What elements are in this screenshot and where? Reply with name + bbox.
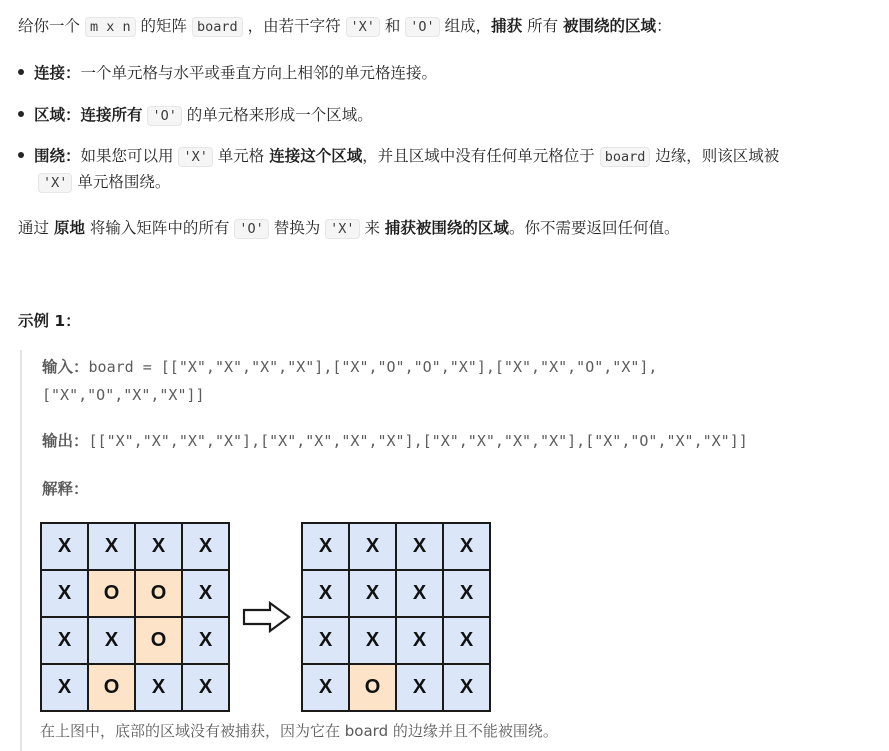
board-cell: X xyxy=(41,664,88,711)
input-value: board = [["X","X","X","X"],["X","O","O","X"],["X","X","O","X"], xyxy=(88,358,658,376)
bullet-label: 区域： xyxy=(34,106,81,124)
bullet-dot xyxy=(18,69,24,75)
instruction-text: 。你不需要返回任何值。 xyxy=(508,219,680,237)
board-cell: X xyxy=(349,570,396,617)
explanation-label: 解释： xyxy=(42,480,89,498)
instruction-text: 通过 xyxy=(18,219,50,237)
board-cell: X xyxy=(41,523,88,570)
board-cell: X xyxy=(396,523,443,570)
bullet-region xyxy=(18,103,373,128)
instruction-paragraph xyxy=(18,216,679,241)
board-row xyxy=(41,523,229,570)
instruction-bold: 原地 xyxy=(53,219,85,237)
board-cell: O xyxy=(349,664,396,711)
inline-code: 'O' xyxy=(234,219,268,239)
board-row xyxy=(41,664,229,711)
inline-code: 'X' xyxy=(325,219,359,239)
board-cell: X xyxy=(443,570,490,617)
board-cell: X xyxy=(41,570,88,617)
board-cell: X xyxy=(349,617,396,664)
inline-code: board xyxy=(192,17,243,37)
board-row xyxy=(302,664,490,711)
bullet-surround-cont xyxy=(38,170,170,195)
intro-text: 和 xyxy=(384,17,401,35)
inline-code: 'X' xyxy=(178,147,212,167)
bullet-text: 单元格围绕。 xyxy=(77,173,171,191)
board-cell: X xyxy=(135,664,182,711)
bullet-label: 连接： xyxy=(34,64,81,82)
board-cell: X xyxy=(349,523,396,570)
example-heading xyxy=(18,309,81,333)
board-cell: X xyxy=(443,523,490,570)
intro-text: 的矩阵 xyxy=(140,17,188,35)
instruction-text: 替换为 xyxy=(273,219,321,237)
board-cell: X xyxy=(443,617,490,664)
board-cell: X xyxy=(182,523,229,570)
board-cell: X xyxy=(302,523,349,570)
board-cell: X xyxy=(88,523,135,570)
input-label: 输入： xyxy=(42,358,89,376)
board-row xyxy=(302,617,490,664)
bullet-text: 一个单元格与水平或垂直方向上相邻的单元格连接。 xyxy=(80,64,438,82)
bullet-text: ，并且区域中没有任何单元格位于 xyxy=(362,147,595,165)
board-cell: O xyxy=(135,617,182,664)
bullet-bold: 连接所有 xyxy=(80,106,143,124)
intro-text: ，由若干字符 xyxy=(247,17,341,35)
board-cell: X xyxy=(182,664,229,711)
board-cell: O xyxy=(88,664,135,711)
input-value-cont: ["X","O","X","X"]] xyxy=(42,386,205,404)
board-row xyxy=(302,570,490,617)
instruction-text: 将输入矩阵中的所有 xyxy=(89,219,230,237)
board-cell: X xyxy=(302,617,349,664)
intro-text: 所有 xyxy=(527,17,559,35)
example-heading-text: 示例 1： xyxy=(18,312,81,330)
instruction-text: 来 xyxy=(364,219,380,237)
board-cell: X xyxy=(396,664,443,711)
intro-text: ： xyxy=(656,17,672,35)
example-input-cont xyxy=(42,382,205,408)
bullet-text: 的单元格来形成一个区域。 xyxy=(186,106,373,124)
example-input xyxy=(42,354,657,380)
board-cell: O xyxy=(135,570,182,617)
inline-code: board xyxy=(600,147,651,167)
intro-bold: 捕获 xyxy=(491,17,523,35)
board-row xyxy=(302,523,490,570)
board-cell: X xyxy=(396,617,443,664)
arrow-right-icon xyxy=(242,600,292,634)
board-after-grid xyxy=(301,522,491,712)
bullet-surround xyxy=(18,144,779,169)
bullet-dot xyxy=(18,152,24,158)
bullet-connect xyxy=(18,61,437,85)
figure-caption: 在上图中，底部的区域没有被捕获，因为它在 board 的边缘并且不能被围绕。 xyxy=(40,722,558,740)
inline-code: 'X' xyxy=(346,17,380,37)
example-explanation xyxy=(42,476,89,502)
intro-paragraph xyxy=(18,14,672,39)
intro-bold: 被围绕的区域 xyxy=(563,17,657,35)
inline-code: 'X' xyxy=(38,173,72,193)
example-output xyxy=(42,428,748,454)
board-row xyxy=(41,570,229,617)
output-value: [["X","X","X","X"],["X","X","X","X"],["X","X","X","X"],["X","O","X","X"]] xyxy=(88,432,748,450)
output-label: 输出： xyxy=(42,432,89,450)
bullet-text: 单元格 xyxy=(217,147,265,165)
board-before-grid xyxy=(40,522,230,712)
bullet-dot xyxy=(18,111,24,117)
bullet-text: 如果您可以用 xyxy=(80,147,174,165)
bullet-bold: 连接这个区域 xyxy=(269,147,363,165)
instruction-bold: 捕获被围绕的区域 xyxy=(384,219,509,237)
intro-text: 组成， xyxy=(444,17,492,35)
board-cell: X xyxy=(135,523,182,570)
board-row xyxy=(41,617,229,664)
board-cell: O xyxy=(88,570,135,617)
intro-text: 给你一个 xyxy=(18,17,81,35)
inline-code: m x n xyxy=(85,17,136,37)
inline-code: 'O' xyxy=(147,106,181,126)
inline-code: 'O' xyxy=(405,17,439,37)
board-cell: X xyxy=(182,570,229,617)
board-cell: X xyxy=(302,664,349,711)
board-cell: X xyxy=(443,664,490,711)
bullet-text: 边缘，则该区域被 xyxy=(655,147,780,165)
bullet-label: 围绕： xyxy=(34,147,81,165)
board-cell: X xyxy=(302,570,349,617)
board-cell: X xyxy=(41,617,88,664)
board-cell: X xyxy=(182,617,229,664)
board-cell: X xyxy=(88,617,135,664)
board-cell: X xyxy=(396,570,443,617)
